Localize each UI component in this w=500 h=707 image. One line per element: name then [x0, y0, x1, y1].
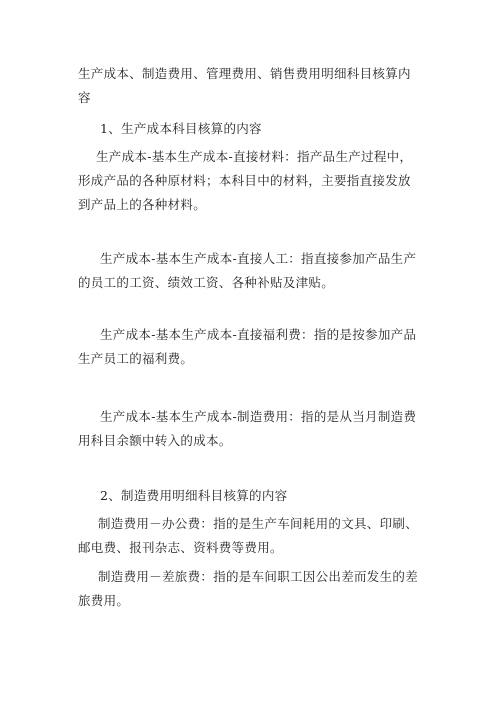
paragraph-direct-labor: 生产成本-基本生产成本-直接人工：指直接参加产品生产的员工的工资、绩效工资、各种补贴及津贴。	[78, 251, 417, 290]
section-heading-manufacturing-expense: 2、制造费用明细科目核算的内容	[100, 488, 288, 503]
paragraph-manufacturing-overhead: 生产成本-基本生产成本-制造费用：指的是从当月制造费用科目余额中转入的成本。	[78, 409, 417, 448]
paragraph-direct-welfare: 生产成本-基本生产成本-直接福利费：指的是按参加产品生产员工的福利费。	[78, 327, 417, 366]
paragraph-travel-expense: 制造费用－差旅费：指的是车间职工因公出差而发生的差旅费用。	[78, 569, 419, 608]
document-title: 生产成本、制造费用、管理费用、销售费用明细科目核算内容	[78, 66, 411, 105]
paragraph-office-expense: 制造费用－办公费：指的是生产车间耗用的文具、印刷、邮电费、报刊杂志、资料费等费用。	[78, 516, 419, 555]
paragraph-direct-materials: 生产成本-基本生产成本-直接材料：指产品生产过程中，形成产品的各种原材料；本科目中的材料，主要指直接发放到产品上的各种材料。	[78, 149, 413, 212]
section-heading-production-cost: 1、生产成本科目核算的内容	[100, 121, 262, 136]
